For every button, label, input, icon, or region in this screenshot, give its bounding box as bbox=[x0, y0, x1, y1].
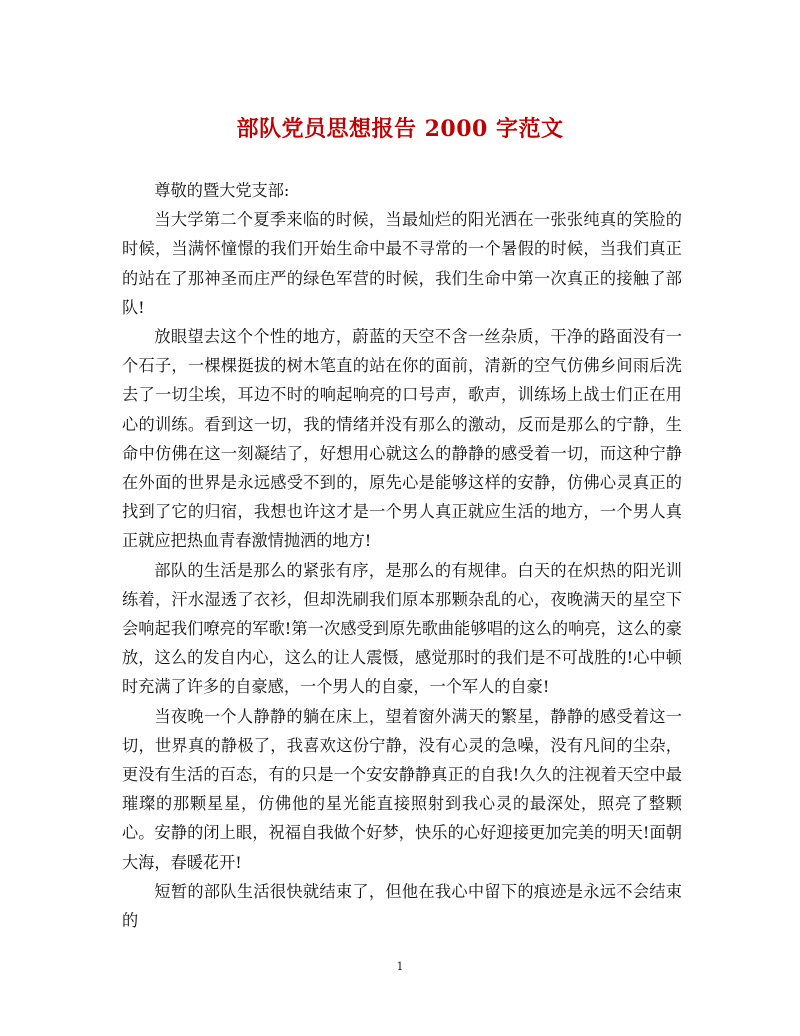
paragraph-4: 当夜晚一个人静静的躺在床上，望着窗外满天的繁星，静静的感受着这一切，世界真的静极了，我喜欢这份宁静，没有心灵的急噪，没有凡间的尘杂，更没有生活的百态，有的只是一个安安静静真正的自我!久久的注视着天空中最璀璨的那颗星星，仿佛他的星光能直接照射到我心灵的最深处，照亮了整颗心。安静的闭上眼，祝福自我做个好梦，快乐的心好迎接更加完美的明天!面朝大海，春暖花开! bbox=[122, 706, 682, 872]
paragraph-5: 短暂的部队生活很快就结束了，但他在我心中留下的痕迹是永远不会结束的 bbox=[122, 881, 682, 931]
document-title: 部队党员思想报告 2000 字范文 bbox=[236, 116, 564, 142]
paragraph-3: 部队的生活是那么的紧张有序，是那么的有规律。白天的在炽热的阳光训练着，汗水湿透了衣衫，但却洗刷我们原本那颗杂乱的心，夜晚满天的星空下会响起我们嘹亮的军歌!第一次感受到原先歌曲能够唱的这么的响亮，这么的豪放，这么的发自内心，这么的让人震慑，感觉那时的我们是不可战胜的!心中顿时充满了许多的自豪感，一个男人的自豪，一个军人的自豪! bbox=[122, 560, 682, 697]
document-body bbox=[122, 176, 682, 935]
page-number: 1 bbox=[396, 960, 404, 973]
salutation: 尊敬的暨大党支部: bbox=[154, 181, 290, 200]
paragraph-2: 放眼望去这个个性的地方，蔚蓝的天空不含一丝杂质，干净的路面没有一个石子，一棵棵挺拔的树木笔直的站在你的面前，清新的空气仿佛乡间雨后洗去了一切尘埃，耳边不时的响起响亮的口号声，歌声，训练场上战士们正在用心的训练。看到这一切，我的情绪并没有那么的激动，反而是那么的宁静，生命中仿佛在这一刻凝结了，好想用心就这么的静静的感受着一切，而这种宁静在外面的世界是永远感受不到的，原先心是能够这样的安静，仿佛心灵真正的找到了它的归宿，我想也许这才是一个男人真正就应生活的地方，一个男人真正就应把热血青春激情抛洒的地方! bbox=[122, 327, 682, 551]
paragraph-1: 当大学第二个夏季来临的时候，当最灿烂的阳光洒在一张张纯真的笑脸的时候，当满怀憧憬的我们开始生命中最不寻常的一个暑假的时候，当我们真正的站在了那神圣而庄严的绿色军营的时候，我们生命中第一次真正的接触了部队! bbox=[122, 210, 682, 317]
